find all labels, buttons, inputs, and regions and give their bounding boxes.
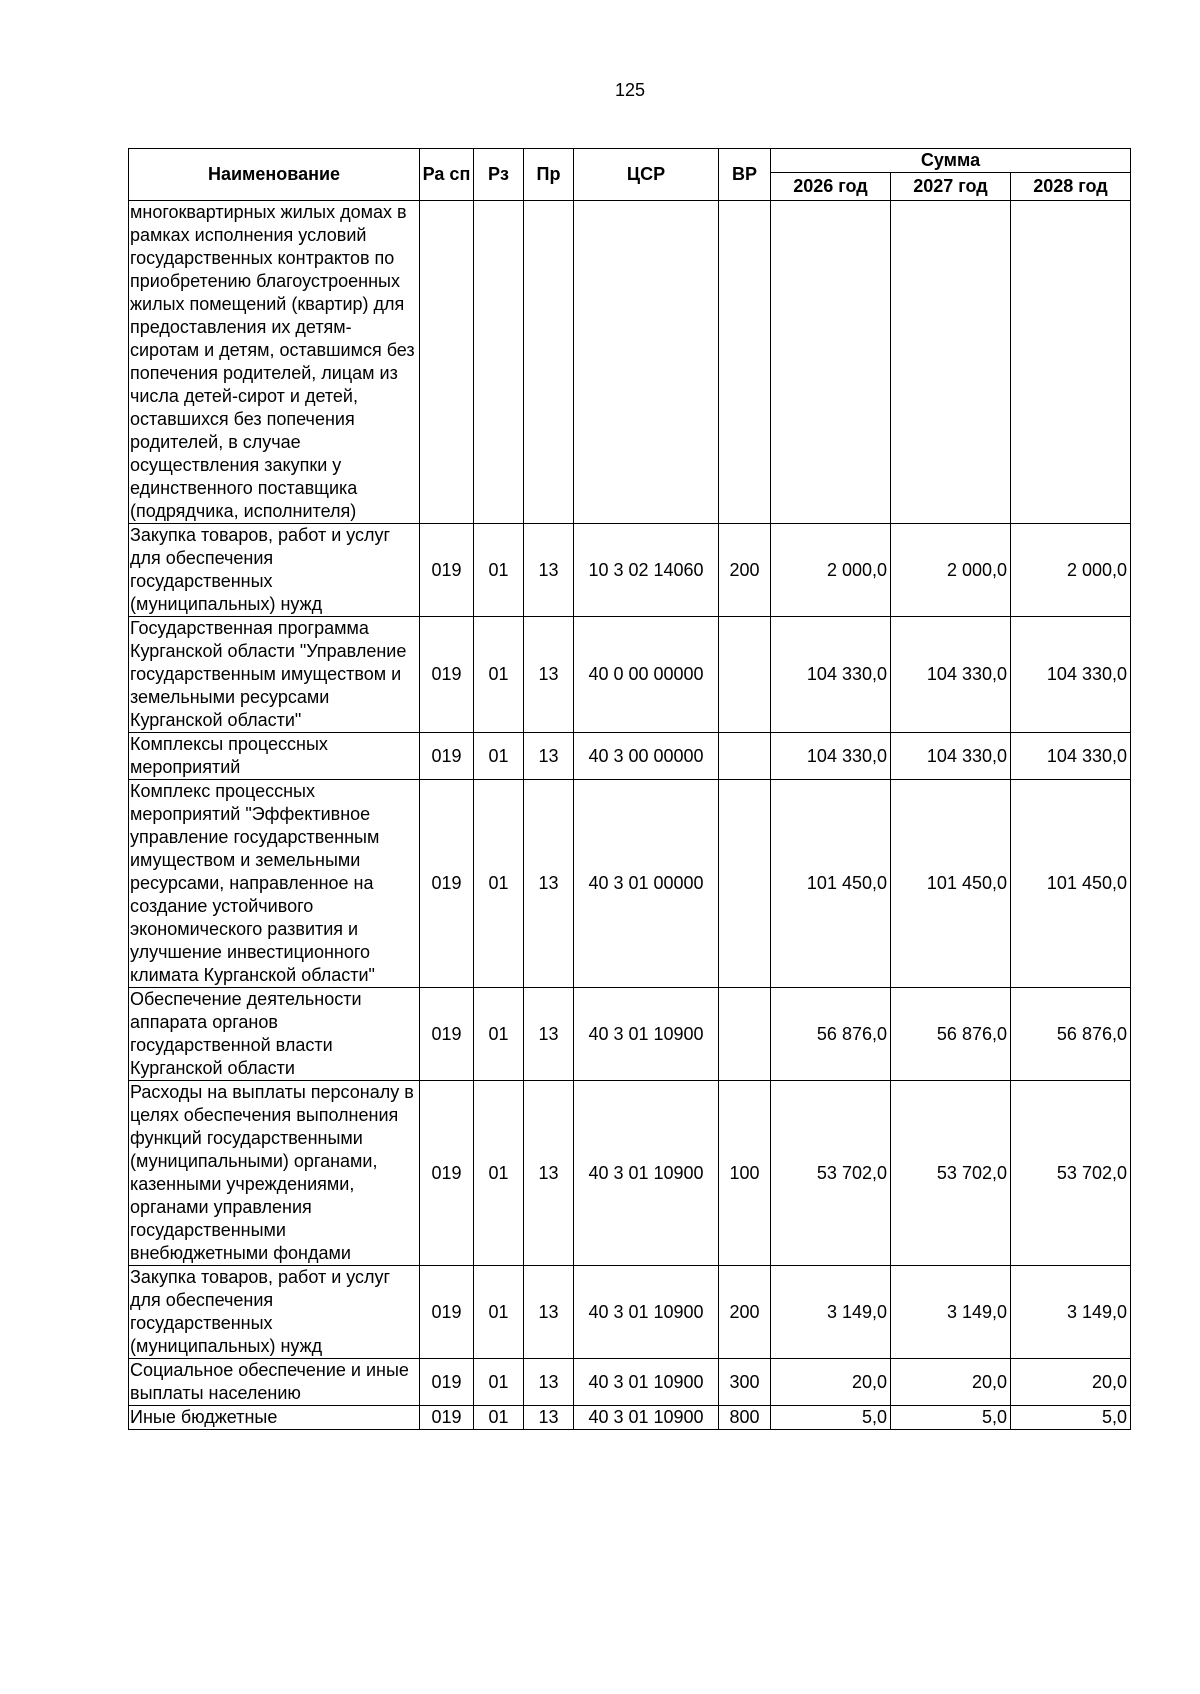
cell-vr: [719, 201, 771, 524]
cell-2026: 101 450,0: [771, 780, 891, 988]
cell-2027: 3 149,0: [891, 1266, 1011, 1359]
cell-rasp: 019: [420, 780, 474, 988]
cell-2028: [1011, 201, 1131, 524]
cell-rasp: 019: [420, 1359, 474, 1406]
cell-name: Закупка товаров, работ и услуг для обеспечения государственных (муниципальных) нужд: [129, 1266, 420, 1359]
cell-rz: 01: [474, 1406, 524, 1430]
table-row: [129, 1406, 1131, 1430]
cell-pr: 13: [524, 617, 574, 733]
table-body: [129, 201, 1131, 1430]
cell-rasp: 019: [420, 617, 474, 733]
cell-csr: 40 3 01 00000: [574, 780, 719, 988]
cell-pr: 13: [524, 1081, 574, 1266]
cell-pr: 13: [524, 733, 574, 780]
cell-2026: 104 330,0: [771, 733, 891, 780]
header-rz: Рз: [474, 149, 524, 201]
cell-csr: 40 3 01 10900: [574, 1081, 719, 1266]
cell-name: Расходы на выплаты персоналу в целях обеспечения выполнения функций государственными (муниципальными) органами, казенными учреждениями, органами управления государственными внебюджетными фондами: [129, 1081, 420, 1266]
cell-name: Закупка товаров, работ и услуг для обеспечения государственных (муниципальных) нужд: [129, 524, 420, 617]
cell-2028: 56 876,0: [1011, 988, 1131, 1081]
page-number: 125: [614, 80, 646, 100]
cell-name: Иные бюджетные: [129, 1406, 420, 1430]
header-year-2027: 2027 год: [891, 173, 1011, 201]
cell-2028: 20,0: [1011, 1359, 1131, 1406]
cell-2028: 101 450,0: [1011, 780, 1131, 988]
cell-rz: 01: [474, 524, 524, 617]
cell-vr: 100: [719, 1081, 771, 1266]
header-year-2028: 2028 год: [1011, 173, 1131, 201]
cell-csr: 40 3 01 10900: [574, 988, 719, 1081]
cell-2026: 20,0: [771, 1359, 891, 1406]
cell-2026: 3 149,0: [771, 1266, 891, 1359]
header-rasp: Ра сп: [420, 149, 474, 201]
cell-rz: 01: [474, 617, 524, 733]
header-year-2026: 2026 год: [771, 173, 891, 201]
cell-2027: 2 000,0: [891, 524, 1011, 617]
cell-pr: 13: [524, 1406, 574, 1430]
cell-2028: 104 330,0: [1011, 617, 1131, 733]
cell-2028: 5,0: [1011, 1406, 1131, 1430]
cell-name: Обеспечение деятельности аппарата органов государственной власти Курганской области: [129, 988, 420, 1081]
table-row: [129, 1359, 1131, 1406]
cell-name: Комплекс процессных мероприятий "Эффективное управление государственным имуществом и земельными ресурсами, направленное на создание устойчивого экономического развития и улучшение инвестиционного климата Курганской области": [129, 780, 420, 988]
cell-vr: 300: [719, 1359, 771, 1406]
cell-rz: [474, 201, 524, 524]
cell-2026: 5,0: [771, 1406, 891, 1430]
cell-2026: 53 702,0: [771, 1081, 891, 1266]
cell-vr: [719, 780, 771, 988]
header-vr: ВР: [719, 149, 771, 201]
table-row: [129, 988, 1131, 1081]
cell-2026: 56 876,0: [771, 988, 891, 1081]
cell-vr: [719, 733, 771, 780]
cell-2026: [771, 201, 891, 524]
header-sum: Сумма: [771, 149, 1131, 173]
cell-2027: 104 330,0: [891, 733, 1011, 780]
cell-rasp: 019: [420, 1081, 474, 1266]
header-name: Наименование: [129, 149, 420, 201]
table-header: [129, 149, 1131, 201]
cell-2027: 104 330,0: [891, 617, 1011, 733]
cell-2027: 101 450,0: [891, 780, 1011, 988]
cell-csr: 40 3 01 10900: [574, 1406, 719, 1430]
table-row: [129, 201, 1131, 524]
cell-rasp: 019: [420, 988, 474, 1081]
cell-name: Социальное обеспечение и иные выплаты населению: [129, 1359, 420, 1406]
cell-rasp: 019: [420, 524, 474, 617]
cell-rasp: 019: [420, 733, 474, 780]
cell-2027: [891, 201, 1011, 524]
cell-2026: 104 330,0: [771, 617, 891, 733]
cell-pr: 13: [524, 780, 574, 988]
cell-2027: 53 702,0: [891, 1081, 1011, 1266]
cell-rz: 01: [474, 733, 524, 780]
cell-2028: 53 702,0: [1011, 1081, 1131, 1266]
cell-pr: 13: [524, 524, 574, 617]
cell-2027: 56 876,0: [891, 988, 1011, 1081]
cell-2027: 5,0: [891, 1406, 1011, 1430]
header-csr: ЦСР: [574, 149, 719, 201]
cell-csr: [574, 201, 719, 524]
table-row: [129, 617, 1131, 733]
cell-vr: [719, 617, 771, 733]
cell-csr: 40 0 00 00000: [574, 617, 719, 733]
cell-2028: 2 000,0: [1011, 524, 1131, 617]
cell-pr: [524, 201, 574, 524]
cell-name: Комплексы процессных мероприятий: [129, 733, 420, 780]
cell-vr: 200: [719, 1266, 771, 1359]
table-row: [129, 524, 1131, 617]
cell-2027: 20,0: [891, 1359, 1011, 1406]
cell-2028: 104 330,0: [1011, 733, 1131, 780]
budget-table: [128, 148, 1131, 1430]
cell-pr: 13: [524, 1359, 574, 1406]
cell-csr: 40 3 01 10900: [574, 1359, 719, 1406]
table-row: [129, 1081, 1131, 1266]
cell-rasp: [420, 201, 474, 524]
header-pr: Пр: [524, 149, 574, 201]
cell-pr: 13: [524, 988, 574, 1081]
table-row: [129, 780, 1131, 988]
cell-csr: 10 3 02 14060: [574, 524, 719, 617]
cell-name: многоквартирных жилых домах в рамках исполнения условий государственных контрактов по приобретению благоустроенных жилых помещений (квартир) для предоставления их детям-сиротам и детям, оставшимся без попечения родителей, лицам из числа детей-сирот и детей, оставшихся без попечения родителей, в случае осуществления закупки у единственного поставщика (подрядчика, исполнителя): [129, 201, 420, 524]
cell-rz: 01: [474, 988, 524, 1081]
cell-name: Государственная программа Курганской области "Управление государственным имуществом и земельными ресурсами Курганской области": [129, 617, 420, 733]
table-row: [129, 1266, 1131, 1359]
table-row: [129, 733, 1131, 780]
cell-pr: 13: [524, 1266, 574, 1359]
cell-2028: 3 149,0: [1011, 1266, 1131, 1359]
cell-rasp: 019: [420, 1406, 474, 1430]
cell-csr: 40 3 00 00000: [574, 733, 719, 780]
cell-rz: 01: [474, 1266, 524, 1359]
cell-csr: 40 3 01 10900: [574, 1266, 719, 1359]
cell-rz: 01: [474, 1359, 524, 1406]
cell-rasp: 019: [420, 1266, 474, 1359]
cell-vr: 800: [719, 1406, 771, 1430]
cell-rz: 01: [474, 1081, 524, 1266]
cell-vr: 200: [719, 524, 771, 617]
cell-vr: [719, 988, 771, 1081]
cell-2026: 2 000,0: [771, 524, 891, 617]
cell-rz: 01: [474, 780, 524, 988]
